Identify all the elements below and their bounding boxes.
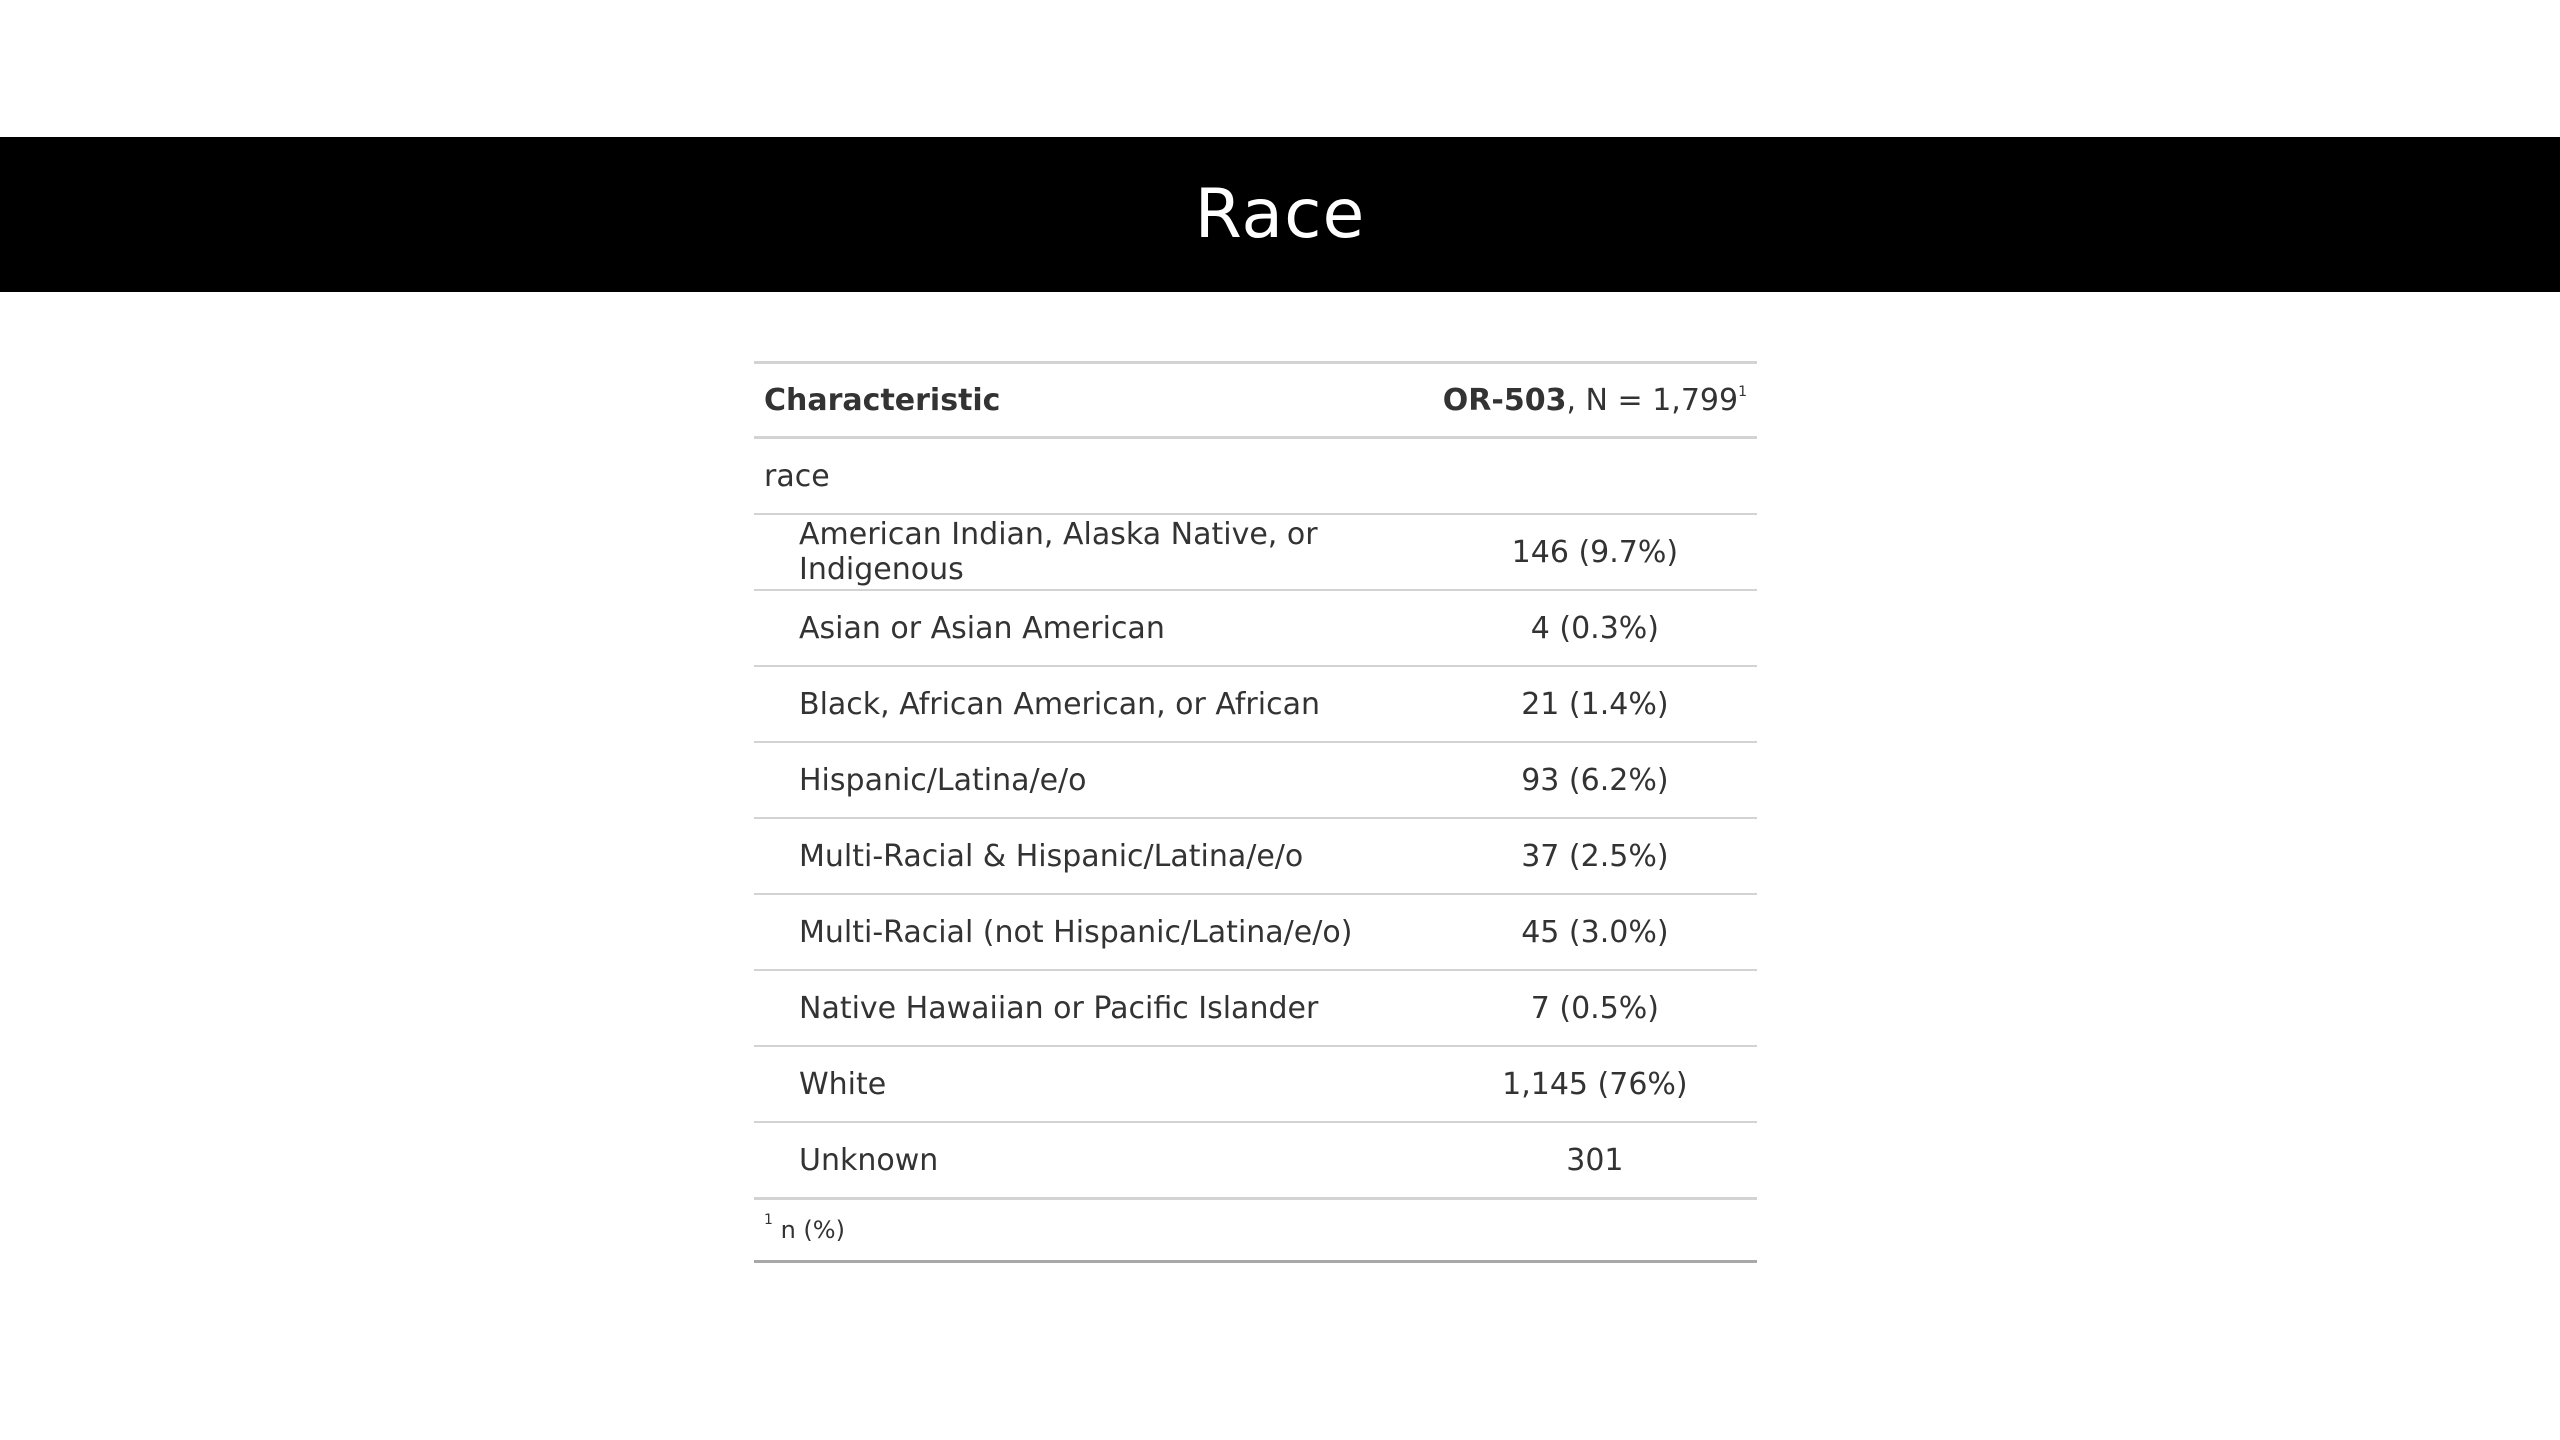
section-label: race bbox=[764, 458, 830, 494]
title-banner bbox=[0, 137, 2560, 292]
table-row bbox=[754, 742, 1757, 818]
section-value bbox=[1433, 438, 1757, 515]
table-row bbox=[754, 514, 1757, 590]
footnote-text: n (%) bbox=[780, 1216, 845, 1244]
group-header bbox=[1433, 363, 1757, 438]
table-header bbox=[754, 363, 1757, 438]
characteristic-header bbox=[754, 363, 1433, 438]
row-label: Multi-Racial (not Hispanic/Latina/e/o) bbox=[799, 914, 1353, 950]
row-label: Unknown bbox=[799, 1142, 939, 1178]
row-value: 93 (6.2%) bbox=[1521, 762, 1669, 798]
table-row bbox=[754, 894, 1757, 970]
summary-table bbox=[754, 361, 1757, 1263]
row-value: 37 (2.5%) bbox=[1521, 838, 1669, 874]
header-footnote-marker: 1 bbox=[1738, 383, 1747, 400]
page-title: Race bbox=[1194, 175, 1366, 254]
row-value: 301 bbox=[1566, 1142, 1624, 1178]
row-value: 1,145 (76%) bbox=[1502, 1066, 1688, 1102]
row-value: 7 (0.5%) bbox=[1530, 990, 1660, 1026]
section-row bbox=[754, 438, 1757, 515]
characteristic-header-label: Characteristic bbox=[764, 382, 1001, 418]
table-footer bbox=[754, 1199, 1757, 1262]
row-label: Hispanic/Latina/e/o bbox=[799, 762, 1087, 798]
row-value: 4 (0.3%) bbox=[1530, 610, 1660, 646]
footnote bbox=[754, 1199, 1757, 1262]
table-row bbox=[754, 666, 1757, 742]
row-label: White bbox=[799, 1066, 887, 1102]
row-value: 45 (3.0%) bbox=[1521, 914, 1669, 950]
row-value: 21 (1.4%) bbox=[1521, 686, 1669, 722]
footnote-row bbox=[754, 1199, 1757, 1262]
row-label: Asian or Asian American bbox=[799, 610, 1165, 646]
table-body bbox=[754, 438, 1757, 1199]
table-row bbox=[754, 1046, 1757, 1122]
row-label: American Indian, Alaska Native, or Indigenous bbox=[799, 517, 1318, 587]
group-name: OR-503 bbox=[1442, 382, 1567, 418]
summary-table-container bbox=[754, 361, 1757, 1263]
table-row bbox=[754, 818, 1757, 894]
row-label: Black, African American, or African bbox=[799, 686, 1320, 722]
table-row bbox=[754, 970, 1757, 1046]
table-row bbox=[754, 590, 1757, 666]
group-n: , N = 1,799 bbox=[1566, 382, 1739, 418]
footnote-marker: 1 bbox=[764, 1212, 773, 1228]
table-row bbox=[754, 1122, 1757, 1199]
row-label: Multi-Racial & Hispanic/Latina/e/o bbox=[799, 838, 1304, 874]
row-value: 146 (9.7%) bbox=[1511, 534, 1679, 570]
row-label: Native Hawaiian or Pacific Islander bbox=[799, 990, 1319, 1026]
header-row bbox=[754, 363, 1757, 438]
